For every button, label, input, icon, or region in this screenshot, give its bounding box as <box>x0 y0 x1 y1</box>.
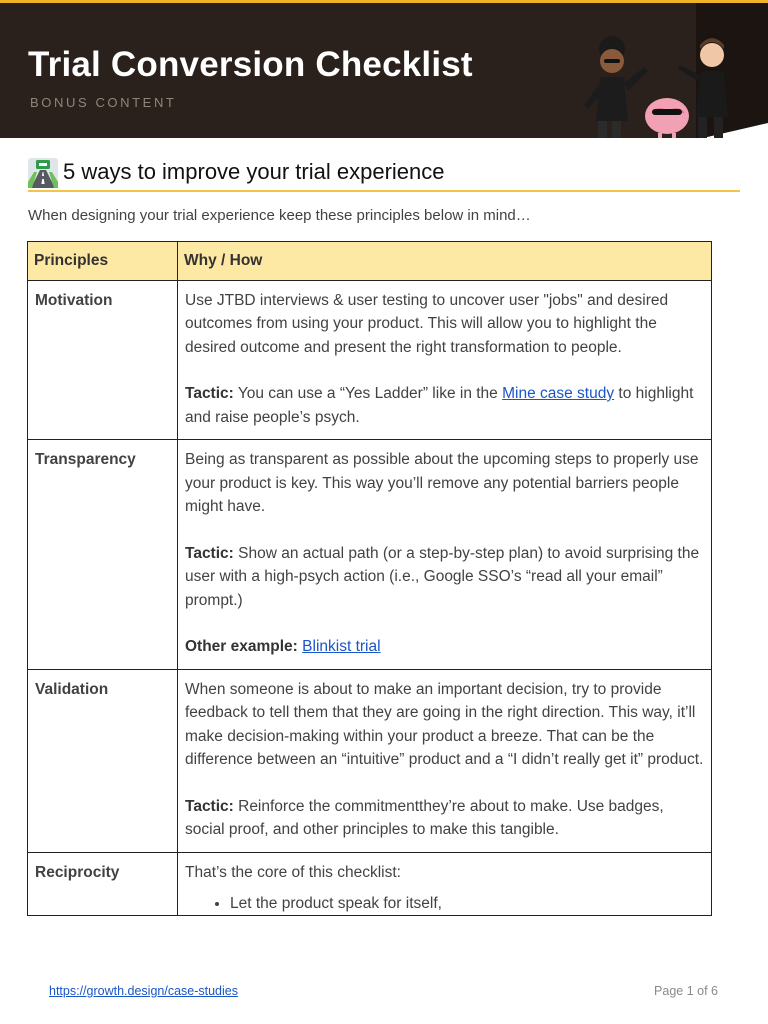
other-example-label: Other example: <box>185 638 298 655</box>
section-header <box>28 156 740 192</box>
transparency-tactic <box>185 542 704 613</box>
tactic-label: Tactic: <box>185 797 234 815</box>
motivation-tactic <box>185 382 704 429</box>
principle-reciprocity: Reciprocity <box>28 852 178 916</box>
why-how-cell <box>178 852 712 916</box>
page-subtitle: BONUS CONTENT <box>30 95 177 110</box>
characters-illustration <box>572 21 742 138</box>
principle-motivation: Motivation <box>28 280 178 440</box>
page-title: Trial Conversion Checklist <box>28 45 473 84</box>
reciprocity-description: That’s the core of this checklist: <box>185 863 401 881</box>
road-icon <box>28 158 58 188</box>
table-row <box>28 852 712 916</box>
tactic-text: You can use a “Yes Ladder” like in the <box>233 385 503 402</box>
table-row <box>28 669 712 852</box>
why-how-cell <box>178 280 712 440</box>
transparency-description: Being as transparent as possible about the upcoming steps to properly use your product is key. This way you’ll remove any potential barriers people might have. <box>185 451 699 515</box>
principle-transparency: Transparency <box>28 440 178 670</box>
page-number: Page 1 of 6 <box>654 984 718 998</box>
transparency-other-example <box>185 635 704 659</box>
mine-case-study-link[interactable]: Mine case study <box>502 385 615 402</box>
tactic-label: Tactic: <box>185 544 234 562</box>
column-header-why-how: Why / How <box>178 242 712 281</box>
list-item: • Let the product speak for itself, <box>230 892 704 915</box>
why-how-cell <box>178 669 712 852</box>
validation-tactic <box>185 795 704 842</box>
column-header-principles: Principles <box>28 242 178 281</box>
table-row <box>28 280 712 440</box>
tactic-text-end: to highlight and raise people’s psych. <box>185 385 694 426</box>
why-how-cell <box>178 440 712 670</box>
principle-validation: Validation <box>28 669 178 852</box>
blinkist-trial-link[interactable]: Blinkist trial <box>302 638 381 655</box>
motivation-description: Use JTBD interviews & user testing to uncover user "jobs" and desired outcomes from using your product. This will allow you to highlight the desired outcome and present the right transformation to people. <box>185 291 669 356</box>
section-title: 5 ways to improve your trial experience <box>63 159 445 184</box>
case-studies-link[interactable]: https://growth.design/case-studies <box>49 984 238 998</box>
tactic-label: Tactic: <box>185 385 234 402</box>
page-header <box>0 3 768 138</box>
principles-table <box>27 241 712 916</box>
reciprocity-bullet-list <box>185 892 704 915</box>
table-header-row <box>28 242 712 281</box>
validation-description: When someone is about to make an important decision, try to provide feedback to tell them that they are going in the right direction. This way, it’ll make decision-making within your product a breeze. That can be the difference between an “intuitive” product and a “I didn’t really get it” product. <box>185 680 704 768</box>
tactic-text: Reinforce the commitmentthey’re about to make. Use badges, social proof, and other principles to make this tangible. <box>185 797 664 838</box>
intro-text: When designing your trial experience keep these principles below in mind… <box>28 207 531 224</box>
tactic-text: Show an actual path (or a step-by-step plan) to avoid surprising the user with a high-psych action (i.e., Google SSO’s “read all your email” prompt.) <box>185 544 700 609</box>
table-row <box>28 440 712 670</box>
